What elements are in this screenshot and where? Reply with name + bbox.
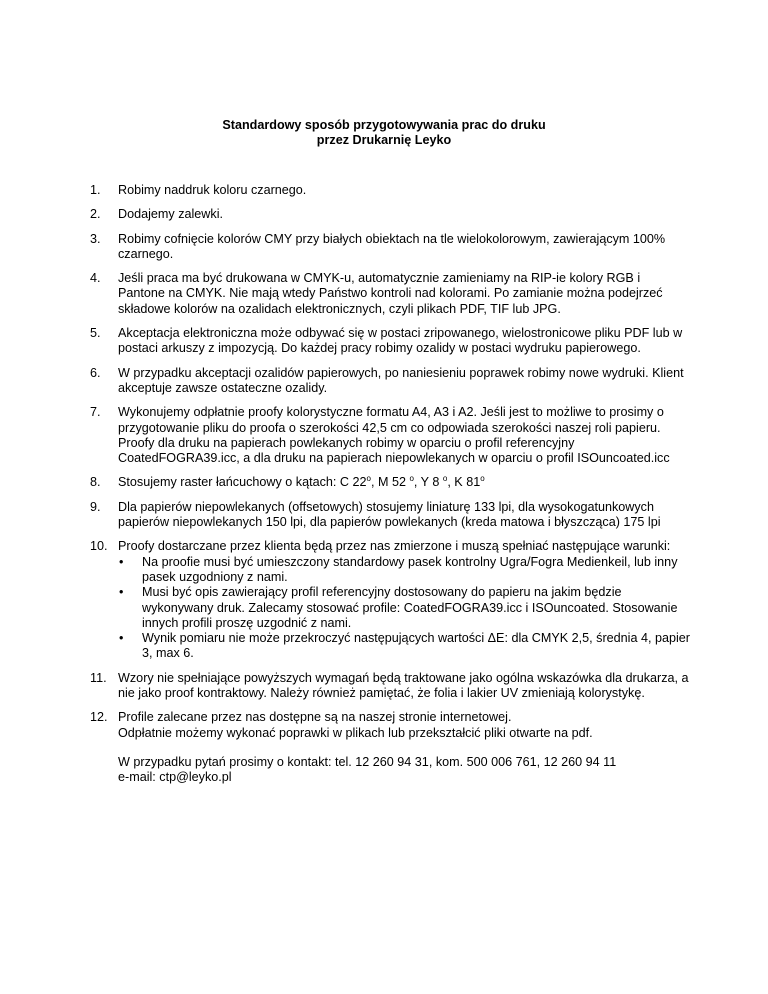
list-item-11: [90, 671, 690, 702]
sub-list-item: [118, 555, 690, 586]
degree-symbol: o: [480, 474, 485, 484]
list-item-number: 9.: [90, 499, 101, 514]
list-item-text: Dodajemy zalewki.: [118, 207, 223, 222]
title-line-2: przez Drukarnię Leyko: [316, 133, 452, 147]
list-item-6: [90, 366, 690, 397]
list-item-number: 2.: [90, 207, 101, 222]
contact-email[interactable]: e-mail: ctp@leyko.pl: [118, 770, 232, 785]
list-item-8: [90, 475, 690, 490]
corrections-text: Odpłatnie możemy wykonać poprawki w plikach lub przekształcić pliki otwarte na pdf.: [118, 726, 593, 740]
bullet-icon: •: [119, 631, 124, 646]
list-item-text: W przypadku akceptacji ozalidów papierowych, po naniesieniu poprawek robimy nowe wydruki. Klient akceptuje zawsze ostateczne ozalidy.: [118, 365, 684, 395]
degree-symbol: o: [409, 474, 414, 484]
bullet-icon: •: [119, 585, 124, 600]
bullet-icon: •: [119, 554, 124, 569]
angles-part: , M 52: [370, 475, 410, 490]
list-item-text: Dla papierów niepowlekanych (offsetowych) stosujemy liniaturę 133 lpi, dla wysokogatunkowych papierów niepowlekanych 150 lpi, dla papierów powlekanych (kreda matowa i błyszcząca) 175 lpi: [118, 499, 661, 530]
sub-list-item: [118, 631, 690, 662]
list-item-text: Wzory nie spełniające powyższych wymagań będą traktowane jako ogólna wskazówka dla drukarza, a nie jako proof kontraktowy. Należy również pamiętać, że folia i lakier UV zmieniają kolorystykę.: [118, 670, 689, 701]
degree-symbol: o: [366, 474, 371, 484]
list-item-text: Robimy cofnięcie kolorów CMY przy białych obiektach na tle wielokolorowym, zawierającym 100% czarnego.: [118, 231, 666, 261]
list-item-number: 6.: [90, 365, 101, 380]
list-item-number: 3.: [90, 231, 101, 246]
angles-part: Stosujemy raster łańcuchowy o kątach: C 22: [118, 475, 367, 490]
list-item-number: 10.: [90, 539, 108, 554]
document-title: [0, 118, 768, 148]
list-item-number: 4.: [90, 271, 101, 286]
corrections-note: [118, 726, 698, 741]
list-item-text: Proofy dostarczane przez klienta będą przez nas zmierzone i muszą spełniać następujące warunki:: [118, 539, 671, 554]
list-item-number: 1.: [90, 183, 101, 197]
list-item-number: 11.: [90, 670, 107, 685]
list-item-9: [90, 500, 690, 531]
list-item-10: [90, 539, 690, 661]
list-item-text: Robimy naddruk koloru czarnego.: [118, 183, 307, 197]
title-line-1: Standardowy sposób przygotowywania prac do druku: [222, 118, 546, 132]
proof-conditions-list: [118, 555, 690, 662]
sub-list-item-text: Na proofie musi być umieszczony standardowy pasek kontrolny Ugra/Fogra Medienkeil, lub inny pasek uzgodniony z nami.: [142, 554, 678, 584]
sub-list-item-text: Wynik pomiaru nie może przekroczyć następujących wartości ΔE: dla CMYK 2,5, średnia 4, papier 3, max 6.: [142, 631, 690, 661]
list-item-7: [90, 405, 690, 466]
degree-symbol: o: [442, 474, 448, 484]
list-item-text: Wykonujemy odpłatnie proofy kolorystyczne formatu A4, A3 i A2. Jeśli jest to możliwe to prosimy o przygotowanie pliku do proofa o szerokości 42,5 cm co odpowiada szerokości naszej roli papieru. Proofy dla druku na papierach powlekanych robimy w oparciu o profil referencyjny CoatedFOGRA39.icc, a dla druku na papierach niepowlekanych w oparciu o profil ISOuncoated.icc: [118, 405, 670, 466]
list-item-number: 5.: [90, 326, 101, 341]
screen-angles-text: [118, 475, 690, 490]
list-item-5: [90, 326, 690, 357]
list-item-2: [90, 207, 690, 222]
list-item-number: 7.: [90, 405, 101, 420]
angles-part: , K 81: [447, 475, 481, 490]
list-item-1: [90, 183, 690, 198]
list-item-text: Jeśli praca ma być drukowana w CMYK-u, automatycznie zamieniamy na RIP-ie kolory RGB i Pantone na CMYK. Nie mają wtedy Państwo kontroli nad kolorami. Po zamianie można podejrzeć składowe kolorów na ozalidach elektronicznych, czyli plikach PDF, TIF lub JPG.: [118, 271, 663, 316]
requirements-list: [90, 183, 690, 735]
list-item-3: [90, 232, 690, 263]
list-item-text: Profile zalecane przez nas dostępne są na naszej stronie internetowej.: [118, 710, 512, 725]
list-item-12: [90, 710, 690, 725]
list-item-number: 8.: [90, 475, 101, 490]
contact-block: [118, 755, 698, 786]
angles-part: , Y 8: [413, 475, 443, 490]
list-item-text: Akceptacja elektroniczna może odbywać się w postaci zripowanego, wielostronicowe pliku PDF lub w postaci arkuszy z impozycją. Do każdej pracy robimy ozalidy w postaci wydruku papierowego.: [118, 326, 683, 356]
list-item-number: 12.: [90, 710, 108, 725]
sub-list-item: [118, 585, 690, 631]
contact-phones: W przypadku pytań prosimy o kontakt: tel. 12 260 94 31, kom. 500 006 761, 12 260 94 11: [118, 755, 617, 769]
sub-list-item-text: Musi być opis zawierający profil referencyjny dostosowany do papieru na jakim będzie wykonywany druk. Zalecamy stosować profile: CoatedFOGRA39.icc i ISOuncoated. Stosowanie innych profili proszę uzgodnić z nami.: [142, 585, 678, 630]
list-item-4: [90, 271, 690, 317]
